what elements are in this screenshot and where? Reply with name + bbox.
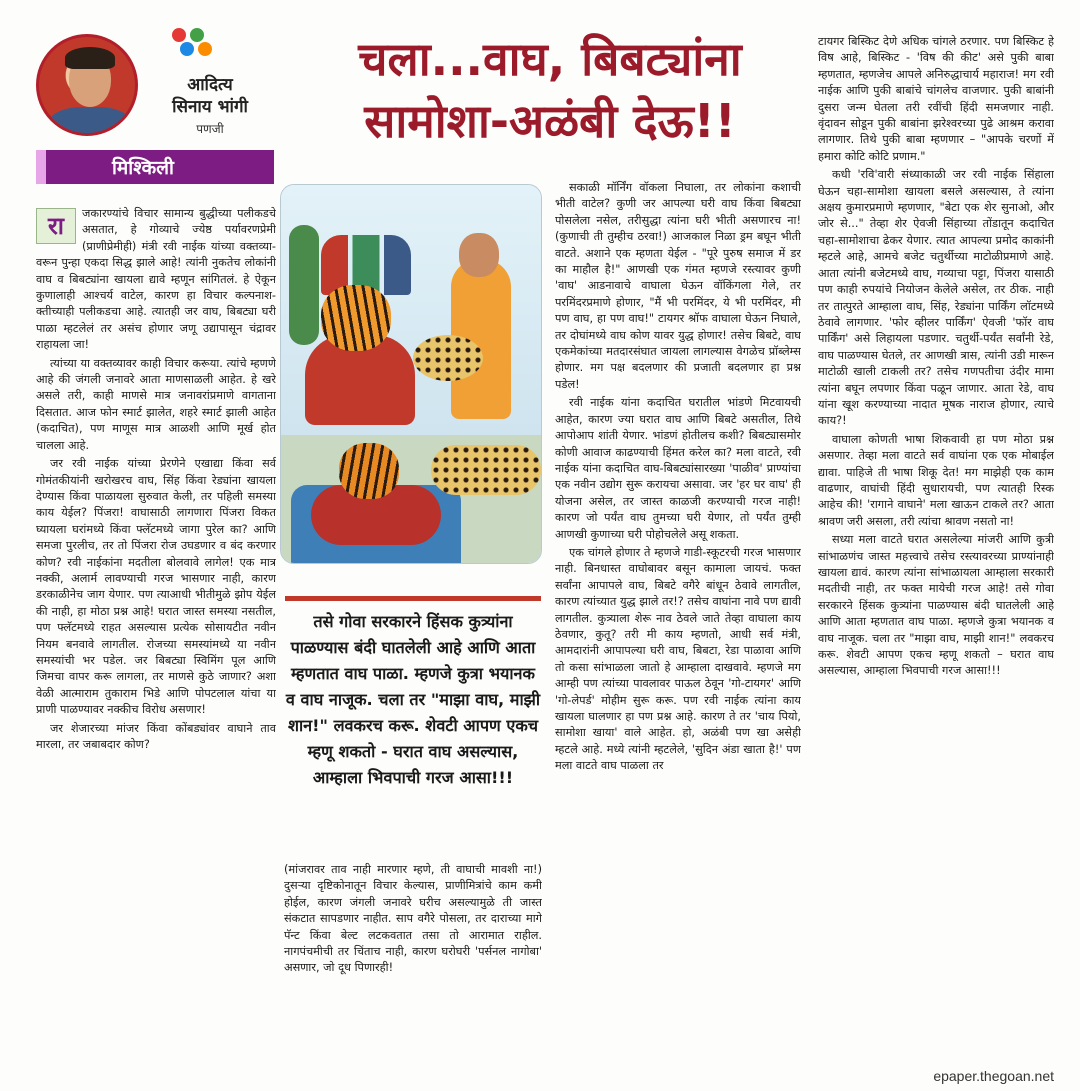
dropcap: रा [36,208,76,244]
brand-dots-icon [172,26,222,56]
author-name-line1: आदित्य [187,75,233,95]
article-illustration [280,184,542,564]
section-label: मिश्किली [112,157,174,179]
illustration-tiger-standing-head [321,285,391,351]
author-place: पणजी [196,122,224,136]
footer-url[interactable]: epaper.thegoan.net [933,1068,1054,1084]
illustration-leopard-lying [431,445,541,495]
author-avatar [36,34,138,136]
paragraph: जर शेजारच्या मांजर किंवा कोंबड्यांवर वाघाने ताव मारला, तर जबाबदार कोण? [36,721,276,751]
paragraph: सकाळी मॉर्निंग वॉकला निघाला, तर लोकांना कशाची भीती वाटेल? कुणी जर आपल्या घरी वाघ किंवा बिबट्या पोसलेला नसेल, तरीसुद्धा त्यांना घरी भीती असणारच ना! (कुणाची ती तुम्हीच ठरवा!) आजकाल निळा ड्रम बघून भीती वाटते. अशाने एक म्हणता येईल - "पूरे पुरुष समाज में डर का माहौल है!" आणखी एक गंमत म्हणजे रस्त्यावर कुणी 'वाघ' आडनावाचे वाघाला घेऊन वॉकिंगला गेले, तर परमिंदरप्रमाणे होणार, "मैं भी परमिंदर, ये भी परमिंदर, मी पण वाघ, हा पण वाघ!" टायगर श्रॉफ वाघाला घेऊन निघाले, तर दोघांमध्ये वाघ कोण यावर युद्ध होणार! तसेच बिबटे, वाघ एकमेकांच्या मतदारसंघात जायला लागल्यास वेगळेच प्रॉब्लेम्स होणार. मग पक्ष बदलणार की प्रजाती बदलणार हा प्रश्न पडेल! [555,181,801,391]
author-name [140,74,280,118]
section-label-bar [36,150,274,184]
pull-quote: तसे गोवा सरकारने हिंसक कुत्र्यांना पाळण्यास बंदी घातलेली आहे आणि आता म्हणतात वाघ पाळा. म्हणजे कुत्रा भयानक व वाघ नाजूक. चला तर "माझा वाघ, माझी शान!" लवकरच करू. शेवटी आपण एकच म्हणू शकतो - घरात वाघ असल्यास, आम्हाला भिवपाची गरज आसा!!! [285,596,541,840]
article-column-2 [284,862,542,1066]
paragraph: टायगर बिस्किट देणे अधिक चांगले ठरणार. पण बिस्किट हे विष आहे, बिस्किट - 'विष की कीट' असे पुकी बाबा म्हणतात, म्हणजेच आपले अनिरुद्धाचार्य महाराज! मग रवी नाईक आणि पुकी बाबांचे चांगलेच वाजणार. पुकी बाबांनी दुसरा जन्म घेतला तरी रवींची हिंदी समजणार नाही. वृंदावन सोडून पुकी बाबांना झरेश्वरच्या पुढे आश्रम करावा लागणार. तिथे पुकी बाबा म्हणणार – "आपके चरणों में हमारा कोटि कोटि प्रणाम." [818,35,1054,163]
illustration-leopard [413,335,483,381]
paragraph [36,206,276,354]
avatar-shirt [49,107,131,136]
illustration-tree [289,225,319,345]
article-column-4 [818,34,1054,1066]
paragraph: कधी 'रवि'वारी संध्याकाळी जर रवी नाईक सिंहाला घेऊन चहा-सामोशा खायला बसले असल्यास, ते त्यांना अक्षय कुमारप्रमाणे म्हणणार, "बेटा एक शेर सुनाओ, और जोर से..." तेव्हा शेर ऐवजी सिंहाच्या तोंडातून कदाचित चहा-सामोशाचा ढेकर येणार. त्यात आपल्या प्रमोद काकांनी म्हटले आहे, आमचे बजेट चतुर्थीच्या माटोळीप्रमाणे आहे. आता त्यांनी बजेटमध्ये वाघ, गव्याचा पट्टा, पिंजरा यासाठी पण काही रुपयांचे नियोजन केलेले असेल, तर ठीक. नाही तर तात्पुरते आम्हाला वाघ, सिंह, रेड्यांना पार्किंग लॉटमध्ये ठेवावे लागणार. 'फोर व्हीलर पार्किंग' ऐवजी 'फॉर वाघ पार्किंग' असे लिहायला पडणार. चतुर्थी-पर्यंत सर्वांनी रेडे, वाघ पाळण्यास घेतले, तर आणखी त्रास, त्यांनी उडी मारून माटोळी खाली टाकली तर? तसेच गणपतीचा उंदीर मामा त्यांना बघून लपणार किंवा पळून जाणार. आता रेडे, वाघ यांना खूश करण्याच्या नादात मूषक नाराज होणार, त्याचे काय?! [818,168,1054,428]
paragraph: सध्या मला वाटते घरात असलेल्या मांजरी आणि कुत्री सांभाळणंच जास्त महत्त्वाचे तसेच रस्त्यावरच्या प्राण्यांनाही खायला द्यावं. कारण त्यांना सांभाळायला आम्हाला सरकारी मदतीची नाही, तर फक्त मायेची गरज आहे! तसे गोवा सरकारने हिंसक कुत्र्यांना पाळण्यास बंदी घातलेली आहे आणि आता म्हणतात वाघ पाळा. म्हणजे कुत्रा भयानक व वाघ नाजूक. चला तर "माझा वाघ, माझी शान!" लवकरच करू. शेवटी आपण एकच म्हणू शकतो – घरात वाघ असल्यास, आम्हाला भिवपाची गरज आसा!!! [818,533,1054,678]
article-column-1 [36,206,276,1072]
paragraph-text: जकारण्यांचे विचार सामान्य बुद्धीच्या पलीकडचे असतात, हे गोव्याचे ज्येष्ठ पर्यावरणप्रेमी (प्राणीप्रेमीही) मंत्री रवी नाईक यांच्या वक्तव्या-वरून पुन्हा एकदा सिद्ध झाले आहे! त्यांनी नुकतेच लोकांनी वाघ व बिबट्यांना खायला द्यावे म्हणून सांगितलं. हे ऐकून कुणालाही आश्चर्य वाटेल, कारण हा विचार कल्पनाश-क्तीच्याही पलीकडचा आहे. त्यातही जर वाघ, बिबट्या घरी पाळा म्हटलेलं तर असंच होणार जणू उद्यापासून चंद्रावर राहायला जा! [36,207,276,352]
paragraph: एक चांगले होणार ते म्हणजे गाडी-स्कूटरची गरज भासणार नाही. बिनधास्त वाघोबावर बसून कामाला जायचं. फक्त सर्वांना आपापले वाघ, बिबटे वगैरे बांधून ठेवावे लागतील, कारण त्यांच्यात युद्ध झाले तर!? तसेच वाघांना नावे पण द्यावी लागतील. कुत्र्याला शेरू नाव ठेवले जाते तेव्हा वाघाला काय ठेवणार, कुतू? तरी मी काय म्हणतो, आधी सर्व मंत्री, आमदारांनी आपापल्या घरी वाघ, बिबटा, रेडा पाळावा आणि तो कसा सांभाळला जातो हे आम्हाला दाखवावे. म्हणजे मग आम्ही पण त्यांच्या पावलावर पाऊल ठेवून 'गो-टायगर' आणि 'गो-लेपर्ड' मोहीम सुरू करू. पण रवी नाईक त्यांना काय खायला घालणार हा पण प्रश्न आहे. कारण ते तर 'चाय पियो, सामोशा खाया' वाले आहेत. हो, अळंबी पण खा असेही म्हटले आहे. मध्ये त्यांनी म्हटलेले, 'सुदिन अंडा खाता है!' पण मला वाटते वाघ पाळला तर [555,545,801,773]
author-name-line2: सिनाय भांगी [172,97,248,117]
paragraph: रवी नाईक यांना कदाचित घरातील भांडणे मिटवायची आहेत, कारण ज्या घरात वाघ आणि बिबटे असतील, तिथे आपोआप शांती येणार. भांडणं होतीलच कशी? बिबट्यासमोर कोणी आवाज काढण्याची हिंमत करेल का? मला वाटते, रवी नाईक यांना कदाचित वाघ-बिबट्यांसारख्या 'पाळीव' प्राण्यांचा एक नवीन उद्योग सुरू करायचा असावा. जर 'हर घर वाघ' ही योजना असेल, तर जास्त काळजी करण्याची गरज नाही! कारण जो पर्यंत वाघ तुमच्या घरी येणार, तो पर्यंत तुम्ही आणखी कुणाच्या घरी पोहोचलेले असू शकता. [555,396,801,541]
paragraph: वाघाला कोणती भाषा शिकवावी हा पण मोठा प्रश्न असणार. तेव्हा मला वाटते सर्व वाघांना एक एक मोबाईल द्यावा. पाहिजे ती भाषा शिकू देत! मग माझेही एक काम वाढणार, वाघांची हिंदी सुधारायची, पण त्यातही रिस्क आहेच की! 'रागाने वाघाने' मला खाऊन टाकले तर? आता श्रावण जरी असला, तरी त्यांचा श्रावण नसतो ना! [818,432,1054,528]
paragraph: जर रवी नाईक यांच्या प्रेरणेने एखाद्या किंवा सर्व गोमंतकीयांनी खरोखरच वाघ, सिंह किंवा रेड्यांना खायला देण्यास किंवा पाळायला सुरुवात केली, तर पहिली समस्या काय येईल? पिंजरा! वाघासाठी लागणारा पिंजरा विकत घ्यायला घरांमध्ये किंवा फ्लॅटमध्ये जागा पुरेल का? आणि समजा पुरलीच, तर तो पिंजरा रोज उघडणार व बंद करणार कोण? रवी नाईकांना मदतीला बोलवावे लागेल! एक मात्र नक्की, अलार्म लावण्याची गरज भासणार नाही, कारण डरकाळीनेच जाग येणार. पण त्याआधी भीतीमुळे झोप येईल की नाही, हा मोठा प्रश्न आहे! घरात जास्त समस्या नसतील, पण फ्लॅटमध्ये राहत असल्यास प्रत्येक सोसायटीत नवीन नियम बनवावे लागतील. रोजच्या समस्यांमध्ये या नवीन समस्यांची भर पडेल. जर बिबट्या स्विमिंग पूल आणि जिमचा वापर करू लागला, तर माणसे कुठे जाणार? अशा वेळी आत्माराम तुकाराम भिडे आणि पोपटलाल यांचा या प्राणी पाळण्यावर नक्कीच विरोध असणार! [36,457,276,717]
illustration-tiger-seated-head [339,443,399,499]
paragraph: (मांजरावर ताव नाही मारणार म्हणे, ती वाघाची मावशी ना!) दुसऱ्या दृष्टिकोनातून विचार केल्यास, प्राणीमित्रांचे काम कमी होईल, कारण जंगली जनावरे घरीच असल्यामुळे ती जास्त संकटात सापडणार नाहीत. साप वगैरे पोसला, तर दाराच्या मागे पॅन्ट किंवा बेल्ट लटकवतात तसा तो आरामात राहील. नागपंचमीची तर चिंताच नाही, कारण घरोघरी 'पर्सनल नागोबा' असणार, जो दूध पिणारही! [284,863,542,975]
illustration-man-head [459,233,499,277]
headline: चला...वाघ, बिबट्यांना सामोशा-अळंबी देऊ!! [358,32,742,148]
avatar-hair [65,47,115,69]
paragraph: त्यांच्या या वक्तव्यावर काही विचार करूया. त्यांचे म्हणणे आहे की जंगली जनावरे आता माणसाळली आहेत. हे खरे असले तरी, काही माणसे मात्र जनावरांप्रमाणे वागताना दिसतात. आज फोन स्मार्ट झालेत, शहरे स्मार्ट झाली आहेत (कदाचित), पण माणूस मात्र आळशी आणि मूर्ख होत चालला आहे. [36,356,276,452]
article-column-3 [555,180,801,1066]
